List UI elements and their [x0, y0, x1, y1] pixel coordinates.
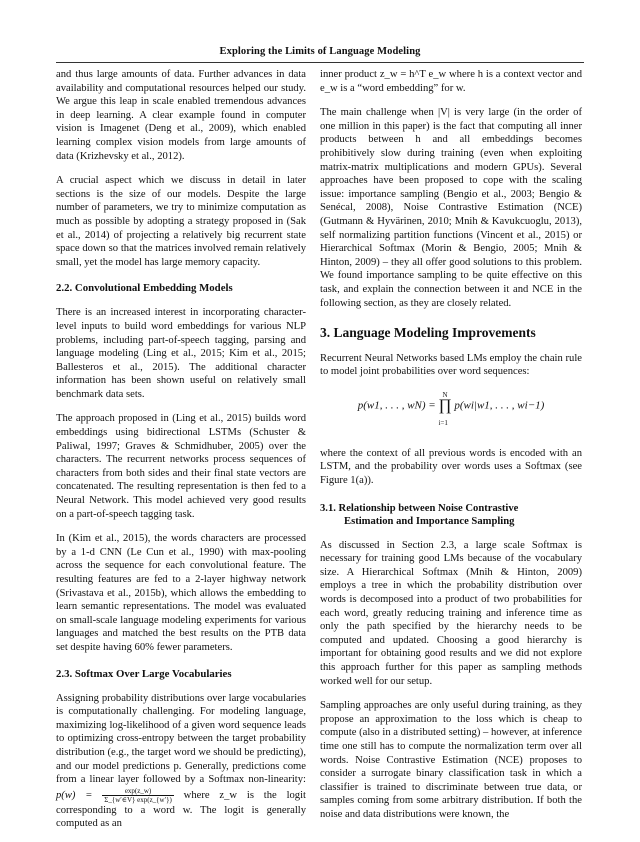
section-heading-2-3: 2.3. Softmax Over Large Vocabularies	[56, 667, 232, 680]
heading-line: Estimation and Importance Sampling	[344, 515, 515, 527]
paragraph: There is an increased interest in incorporating character-level inputs to build word embeddings for various NLP problems, including part-of-speech tagging, parsing and language modeling (Ling et al., 2015; Kim et al., 2015; Ballesteros et al., 2015). The additional character information has been shown useful on relatively small benchmark data sets.	[56, 307, 306, 400]
paragraph-text: Assigning probability distributions over large vocabularies is computationally challenging. For modeling language, maximizing log-likelihood of a given word sequence leads to optimizing cross-entropy between the target probability distribution (e.g., the target word we should be predicting), and our model predictions p. Generally, predictions come from a linear layer followed by a Softmax non-linearity:	[56, 692, 306, 786]
softmax-lhs: p(w) =	[56, 789, 93, 801]
paragraph: In (Kim et al., 2015), the words characters are processed by a 1-d CNN (Le Cun et al., 1990) with max-pooling across the sequence for each convolutional feature. The resulting features are fed to a 2-layer highway network (Srivastava et al., 2015b), which allows the embedding to learn semantic representations. The model was evaluated on small-scale language modeling experiments for various languages and matched the best results on the PTB data set despite having 60% fewer parameters.	[56, 533, 306, 653]
running-head: Exploring the Limits of Language Modeling	[219, 46, 421, 57]
left-column	[56, 68, 306, 842]
paragraph-text: where z_w is the logit corresponding to a word w. The logit is generally computed as an	[56, 789, 306, 830]
product-operator	[438, 390, 452, 427]
right-column	[320, 68, 582, 833]
paragraph: inner product z_w = h^T e_w where h is a context vector and e_w is a “word embedding” for w.	[320, 69, 582, 94]
section-heading-2-2: 2.2. Convolutional Embedding Models	[56, 282, 233, 295]
paragraph: The approach proposed in (Ling et al., 2015) builds word embeddings using bidirectional LSTMs (Schuster & Paliwal, 1997; Graves & Schmidhuber, 2005) over the characters. The recurrent networks process sequences of characters from both sides and their final state vectors are concatenated. The resulting representation is then fed to a Neural Network. This model achieved very good results on a part-of-speech tagging task.	[56, 413, 306, 520]
fraction-denominator: Σ_{w′∈V} exp(z_{w′})	[104, 795, 172, 804]
paragraph	[56, 692, 306, 831]
paragraph: where the context of all previous words is encoded with an LSTM, and the probability over words uses a Softmax (see Figure 1(a)).	[320, 447, 582, 487]
paragraph: Sampling approaches are only useful during training, as they propose an approximation to the loss which is cheap to compute (also in a distributed setting) – however, at inference time one still has to compute the normalization term over all words. Noise Contrastive Estimation (NCE) proposes to consider a surrogate binary classification task in which a classifier is trained to discriminate between true data, or samples coming from some arbitrary distribution. If both the noise and data distributions were known, the	[320, 700, 582, 820]
fraction-numerator: exp(z_w)	[102, 787, 174, 796]
header-rule	[56, 62, 584, 63]
product-symbol: ∏	[438, 396, 452, 414]
paragraph: Recurrent Neural Networks based LMs employ the chain rule to model joint probabilities over word sequences:	[320, 352, 582, 378]
equation-lhs: p(w1, . . . , wN) =	[357, 399, 436, 412]
paragraph: As discussed in Section 2.3, a large scale Softmax is necessary for training good LMs because of the vocabulary size. A Hierarchical Softmax (Mnih & Hinton, 2009) employs a tree in which the probability distribution over words is decomposed into a product of two probabilities for each word, greatly reducing training and inference time as only the path specified by the hierarchy needs to be computed and updated. Choosing a good hierarchy is important for obtaining good results and we did not explore this approach further for this paper as sampling methods worked well for our setup.	[320, 539, 582, 687]
paragraph: The main challenge when |V| is very large (in the order of one million in this paper) is the fact that computing all inner products between h and all embeddings becomes prohibitively slow during training (even when exploiting matrix-matrix multiplications and modern GPUs). Several approaches have been proposed to cope with the scaling issue: importance sampling (Bengio et al., 2003; Bengio & Senécal, 2008), Noise Contrastive Estimation (NCE) (Gutmann & Hyvärinen, 2010; Mnih & Kavukcuoglu, 2013), self normalizing partition functions (Vincent et al., 2015) or Hierarchical Softmax (Morin & Bengio, 2005; Mnih & Hinton, 2009) – they all offer good solutions to this problem. We found importance sampling to be quite effective on this task, and explain the connection between it and NCE in the following section, as they are closely related.	[320, 107, 582, 309]
section-heading-3: 3. Language Modeling Improvements	[320, 325, 536, 341]
paragraph: and thus large amounts of data. Further advances in data availability and computational resources helped our study. We argue this leap in scale enabled tremendous advances in deep learning. A clear example found in computer vision is Imagenet (Deng et al., 2009), which enabled learning complex vision models from large amounts of data (Krizhevsky et al., 2012).	[56, 69, 306, 162]
product-upper-limit: N	[442, 390, 448, 399]
chain-rule-equation	[320, 390, 582, 433]
paragraph: A crucial aspect which we discuss in detail in later sections is the size of our models. Despite the large number of parameters, we try to minimize computation as much as possible by adopting a strategy proposed in (Sak et al., 2014) of projecting a relatively big recurrent state space down so that the matrices involved remain relatively small, yet the model has large memory capacity.	[56, 175, 306, 268]
heading-line: 3.1. Relationship between Noise Contrastive	[320, 502, 519, 514]
equation-rhs: p(wi|w1, . . . , wi−1)	[454, 399, 545, 412]
softmax-fraction	[102, 787, 174, 804]
section-heading-3-1	[320, 502, 582, 528]
product-lower-limit: i=1	[438, 418, 448, 427]
